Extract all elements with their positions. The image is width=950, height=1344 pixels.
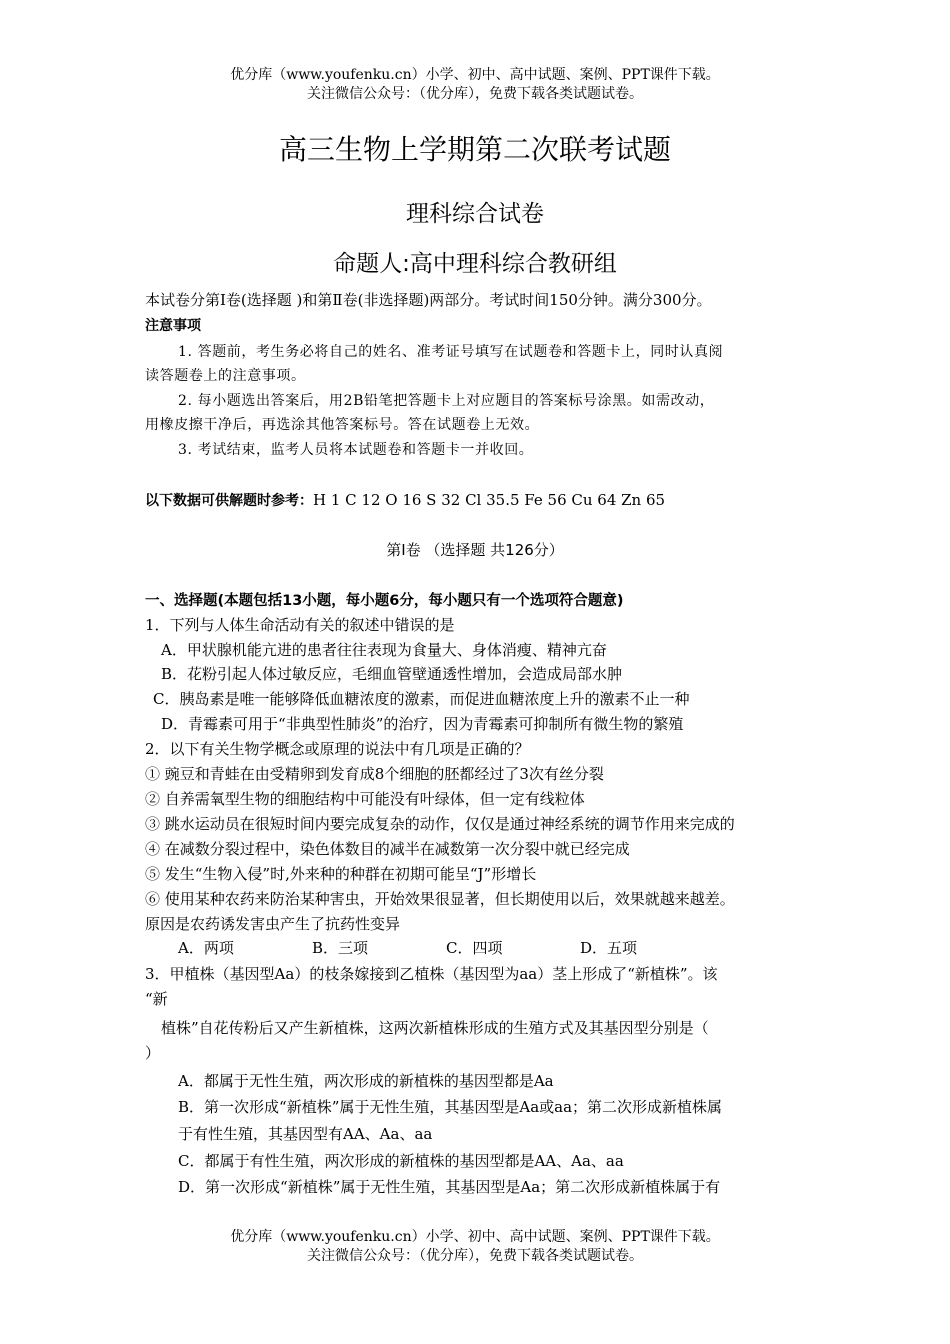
section-heading: 第Ⅰ卷 （选择题 共126分） bbox=[386, 541, 564, 559]
note-1b: 读答题卷上的注意事项。 bbox=[145, 368, 306, 384]
q3-stem-1: 3．甲植株（基因型Aa）的枝条嫁接到乙植株（基因型为aa）茎上形成了“新植株”。该 bbox=[145, 965, 718, 983]
q1-stem: 1．下列与人体生命活动有关的叙述中错误的是 bbox=[145, 616, 455, 634]
author-line: 命题人:高中理科综合教研组 bbox=[333, 251, 617, 277]
q1-option-d: D．青霉素可用于“非典型性肺炎”的治疗，因为青霉素可抑制所有微生物的繁殖 bbox=[161, 715, 684, 733]
q1-option-c: C．胰岛素是唯一能够降低血糖浓度的激素，而促进血糖浓度上升的激素不止一种 bbox=[153, 690, 690, 708]
header-line-1: 优分库（www.youfenku.cn）小学、初中、高中试题、案例、PPT课件下载。 bbox=[230, 67, 720, 83]
footer-line-2: 关注微信公众号：（优分库），免费下载各类试题试卷。 bbox=[307, 1248, 643, 1264]
part-heading: 一、选择题(本题包括13小题，每小题6分，每小题只有一个选项符合题意) bbox=[145, 593, 624, 609]
q2-statement-2: ② 自养需氧型生物的细胞结构中可能没有叶绿体，但一定有线粒体 bbox=[145, 790, 585, 808]
q3-option-b2: 于有性生殖，其基因型有AA、Aa、aa bbox=[178, 1125, 433, 1143]
q1-option-b: B．花粉引起人体过敏反应，毛细血管壁通透性增加，会造成局部水肿 bbox=[161, 665, 623, 683]
q2-statement-6b: 原因是农药诱发害虫产生了抗药性变异 bbox=[145, 915, 401, 933]
reference-line bbox=[145, 490, 950, 511]
q2-stem: 2．以下有关生物学概念或原理的说法中有几项是正确的？ bbox=[145, 740, 530, 758]
note-3: 3. 考试结束，监考人员将本试题卷和答题卡一并收回。 bbox=[178, 442, 534, 458]
q2-option-b: B．三项 bbox=[312, 939, 369, 957]
q3-stem-3: 植株”自花传粉后又产生新植株，这两次新植株形成的生殖方式及其基因型分别是（ bbox=[161, 1019, 709, 1037]
q3-option-b1: B．第一次形成“新植株”属于无性生殖，其基因型是Aa或aa；第二次形成新植株属 bbox=[178, 1098, 723, 1116]
reference-label: 以下数据可供解题时参考： bbox=[145, 493, 313, 509]
page-title: 高三生物上学期第二次联考试题 bbox=[278, 133, 671, 166]
q3-option-a: A．都属于无性生殖，两次形成的新植株的基因型都是Aa bbox=[178, 1072, 554, 1090]
reference-values: H 1 C 12 O 16 S 32 Cl 35.5 Fe 56 Cu 64 Zn 65 bbox=[313, 491, 666, 509]
notes-heading: 注意事项 bbox=[145, 318, 201, 334]
page-subtitle: 理科综合试卷 bbox=[406, 201, 544, 227]
q2-option-d: D．五项 bbox=[580, 939, 638, 957]
q1-option-a: A．甲状腺机能亢进的患者往往表现为食量大、身体消瘦、精神亢奋 bbox=[161, 641, 607, 659]
q3-stem-4: ） bbox=[145, 1044, 161, 1062]
q3-option-d: D．第一次形成“新植株”属于无性生殖，其基因型是Aa；第二次形成新植株属于有 bbox=[178, 1178, 721, 1196]
q2-statement-1: ① 豌豆和青蛙在由受精卵到发育成8个细胞的胚都经过了3次有丝分裂 bbox=[145, 765, 604, 783]
q2-statement-4: ④ 在减数分裂过程中，染色体数目的减半在减数第一次分裂中就已经完成 bbox=[145, 840, 630, 858]
note-2a: 2. 每小题选出答案后，用2B铅笔把答题卡上对应题目的答案标号涂黑。如需改动， bbox=[178, 393, 715, 409]
q2-statement-5: ⑤ 发生“生物入侵”时,外来种的种群在初期可能呈“J”形增长 bbox=[145, 865, 537, 883]
q2-statement-3: ③ 跳水运动员在很短时间内要完成复杂的动作，仅仅是通过神经系统的调节作用来完成的 bbox=[145, 815, 735, 833]
note-2b: 用橡皮擦干净后，再选涂其他答案标号。答在试题卷上无效。 bbox=[145, 417, 540, 433]
header-line-2: 关注微信公众号：（优分库），免费下载各类试题试卷。 bbox=[307, 86, 643, 102]
q3-stem-2: “新 bbox=[145, 990, 168, 1008]
q2-statement-6a: ⑥ 使用某种农药来防治某种害虫，开始效果很显著，但长期使用以后，效果就越来越差。 bbox=[145, 890, 735, 908]
intro-text: 本试卷分第Ⅰ卷(选择题 )和第Ⅱ卷(非选择题)两部分。考试时间150分钟。满分300分。 bbox=[145, 291, 712, 309]
note-1a: 1. 答题前，考生务必将自己的姓名、准考证号填写在试题卷和答题卡上，同时认真阅 bbox=[178, 344, 724, 360]
q2-option-c: C．四项 bbox=[446, 939, 503, 957]
q3-option-c: C．都属于有性生殖，两次形成的新植株的基因型都是AA、Aa、aa bbox=[178, 1152, 624, 1170]
q2-option-a: A．两项 bbox=[178, 939, 234, 957]
footer-line-1: 优分库（www.youfenku.cn）小学、初中、高中试题、案例、PPT课件下载。 bbox=[230, 1229, 720, 1245]
